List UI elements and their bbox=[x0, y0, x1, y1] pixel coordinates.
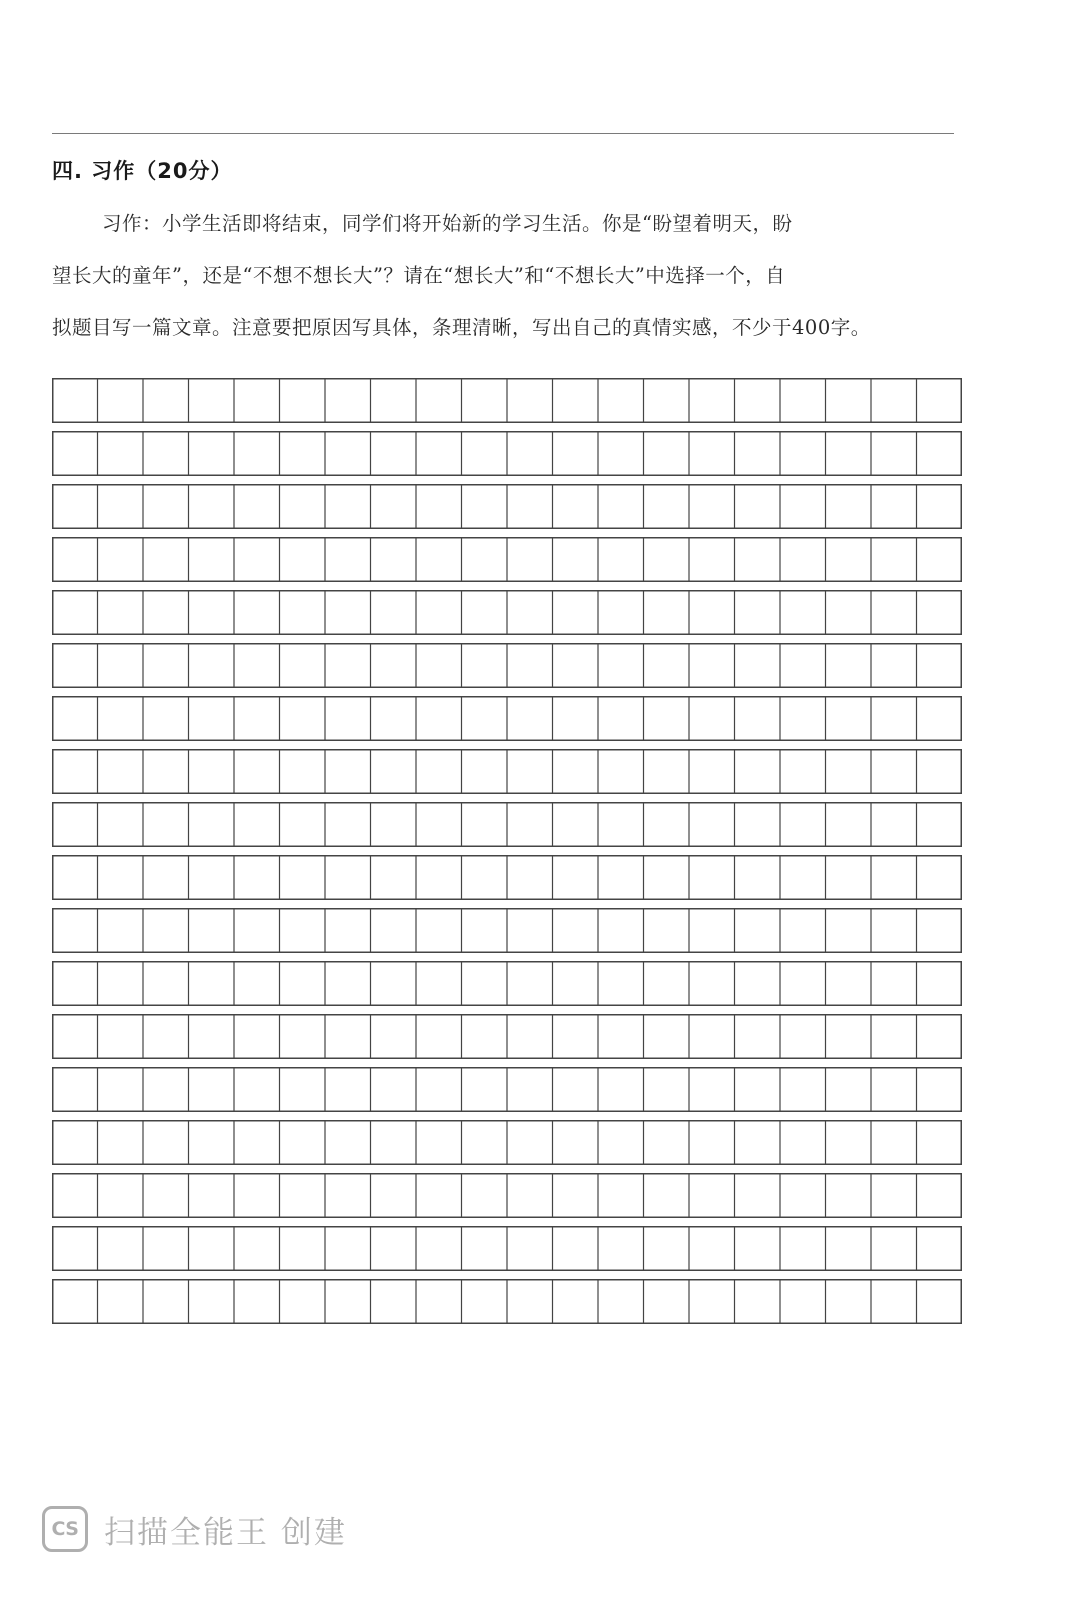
writing-prompt bbox=[52, 198, 1042, 354]
grid-row bbox=[53, 802, 962, 847]
prompt-line-2: 望长大的童年”，还是“不想不想长大”？请在“想长大”和“不想长大”中选择一个，自 bbox=[52, 264, 786, 287]
section-heading: 四. 习作（20分） bbox=[52, 159, 233, 183]
watermark-text: 扫描全能王 创建 bbox=[104, 1514, 347, 1551]
grid-row bbox=[53, 749, 962, 794]
grid-row bbox=[53, 431, 962, 476]
grid-row bbox=[53, 378, 962, 423]
grid-row bbox=[53, 1279, 962, 1324]
grid-row bbox=[53, 696, 962, 741]
grid-row bbox=[53, 590, 962, 635]
grid-row bbox=[53, 643, 962, 688]
grid-row bbox=[53, 1014, 962, 1059]
prompt-line-3: 拟题目写一篇文章。注意要把原因写具体，条理清晰，写出自己的真情实感，不少于400字。 bbox=[52, 316, 871, 339]
composition-grid-svg bbox=[52, 378, 962, 1324]
top-divider bbox=[52, 133, 954, 134]
grid-row bbox=[53, 1226, 962, 1271]
grid-row bbox=[53, 855, 962, 900]
grid-row bbox=[53, 1067, 962, 1112]
grid-row bbox=[53, 961, 962, 1006]
grid-row bbox=[53, 908, 962, 953]
grid-row bbox=[53, 537, 962, 582]
camscanner-logo-icon: CS bbox=[42, 1506, 88, 1552]
prompt-line-1: 习作：小学生活即将结束，同学们将开始新的学习生活。你是“盼望着明天，盼 bbox=[102, 212, 793, 235]
scanner-watermark bbox=[42, 1506, 347, 1552]
grid-row bbox=[53, 484, 962, 529]
composition-grid bbox=[52, 378, 962, 1324]
grid-row bbox=[53, 1173, 962, 1218]
grid-row bbox=[53, 1120, 962, 1165]
